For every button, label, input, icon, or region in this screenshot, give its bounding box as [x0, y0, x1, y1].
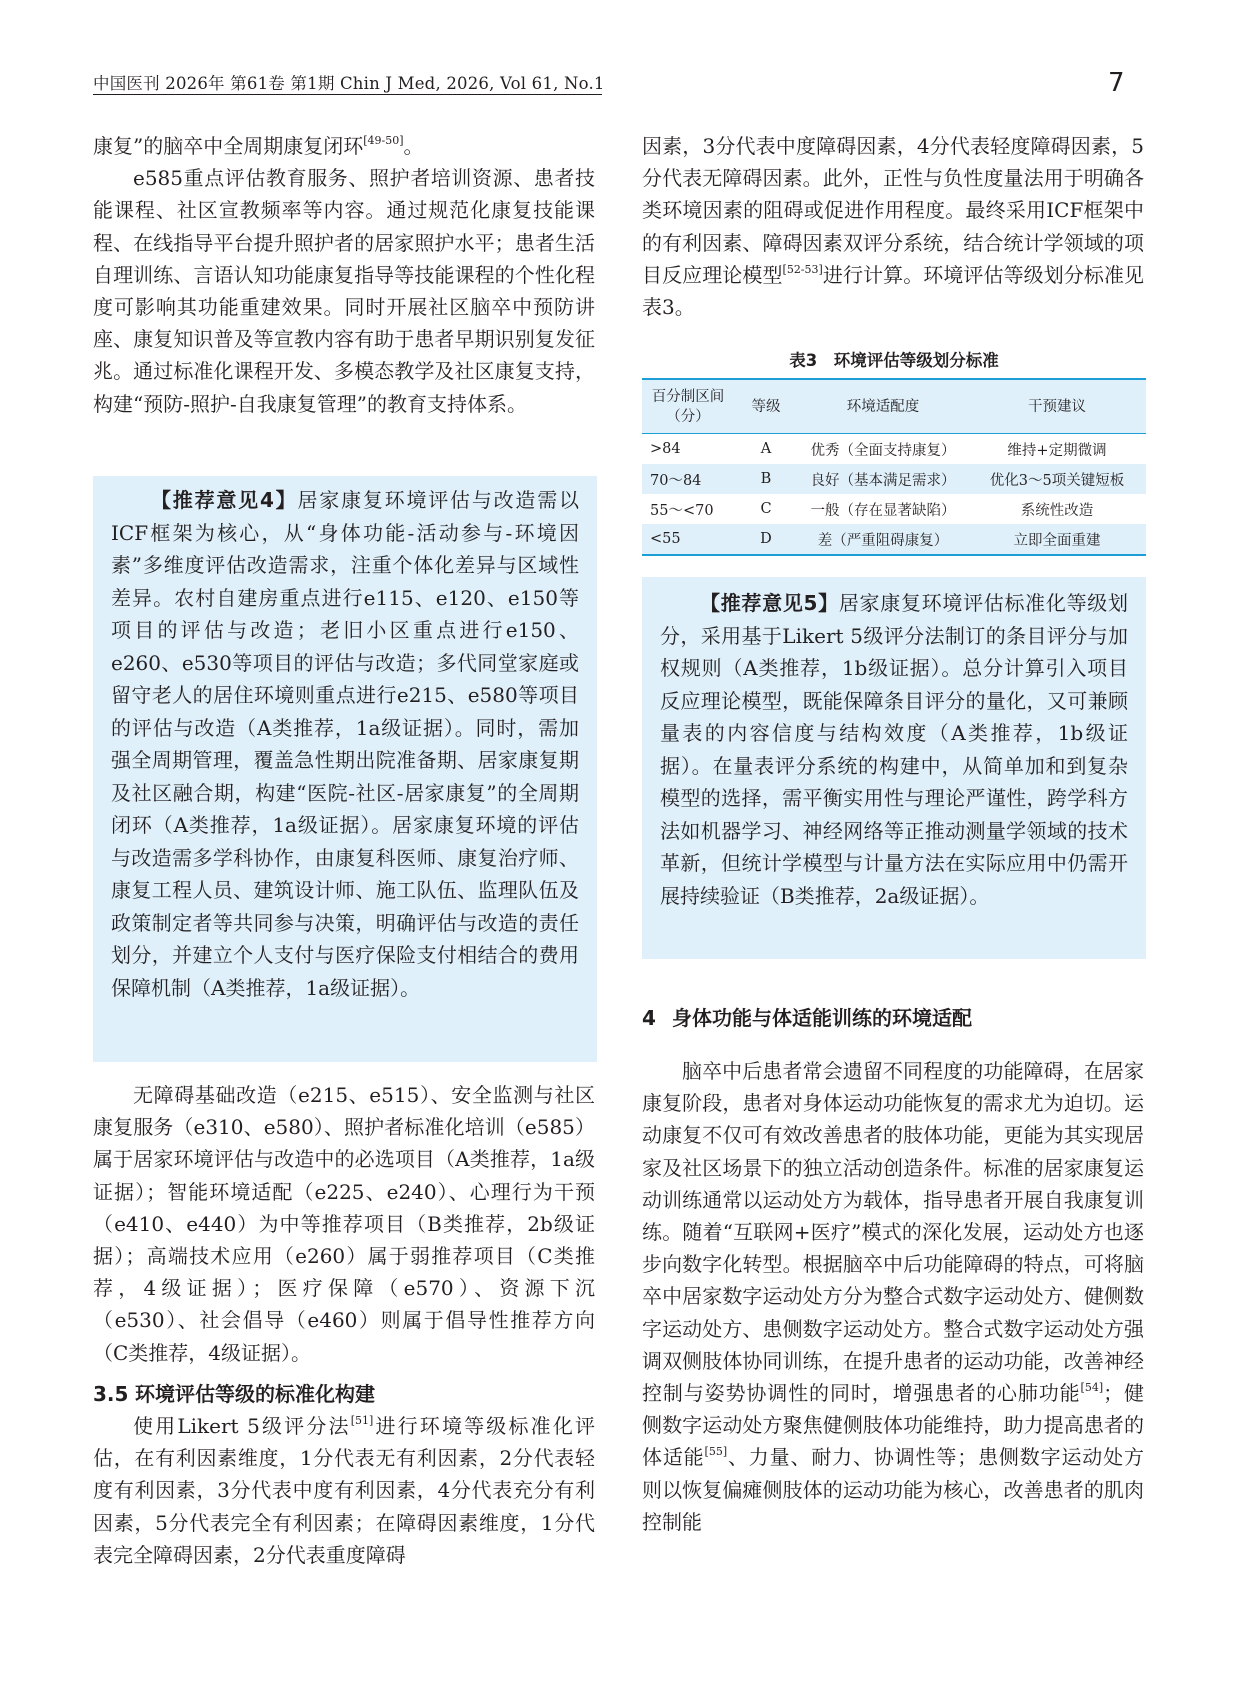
right-column-upper [642, 130, 1144, 323]
table-row [642, 494, 1146, 524]
recommendation-4: 【推荐意见4】居家康复环境评估与改造需以ICF框架为核心，从“身体功能-活动参与-环境因素”多维度评估改造需求，注重个体化差异与区域性差异。农村自建房重点进行e115、e120、e150等项目的评估与改造；老旧小区重点进行e150、e260、e530等项目的评估与改造；多代同堂家庭或留守老人的居住环境则重点进行e215、e580等项目的评估与改造（A类推荐，1a级证据）。同时，需加强全周期管理，覆盖急性期出院准备期、居家康复期及社区融合期，构建“医院-社区-居家康复”的全周期闭环（A类推荐，1a级证据）。居家康复环境的评估与改造需多学科协作，由康复科医师、康复治疗师、康复工程人员、建筑设计师、施工队伍、监理队伍及政策制定者等共同参与决策，明确评估与改造的责任划分，并建立个人支付与医疗保险支付相结合的费用保障机制（A类推荐，1a级证据）。 [111, 488, 580, 1000]
table-cell: 维持+定期微调 [1007, 442, 1107, 459]
recommendation-5-title: 【推荐意见5】 [700, 591, 839, 615]
table-cell: 70～84 [650, 472, 702, 489]
table-header-row [642, 379, 1146, 434]
citation: [54] [1080, 1381, 1104, 1395]
recommendation-5: 【推荐意见5】居家康复环境评估标准化等级划分，采用基于Likert 5级评分法制订的条目评分与加权规则（A类推荐，1b级证据）。总分计算引入项目反应理论模型，既能保障条目评分的量化，又可兼顾量表的内容信度与结构效度（A类推荐，1b级证据）。在量表评分系统的构建中，从简单加和到复杂模型的选择，需平衡实用性与理论严谨性，跨学科方法如机器学习、神经网络等正推动测量学领域的技术革新，但统计学模型与计量方法在实际应用中仍需开展持续验证（B类推荐，2a级证据）。 [660, 591, 1128, 908]
citation: [52-53] [782, 262, 823, 276]
table-cell: >84 [650, 441, 681, 457]
recommendation-4-box [93, 476, 597, 1062]
table-cell: C [760, 501, 772, 517]
header-rule [93, 94, 602, 95]
table-cell: 系统性改造 [1020, 502, 1094, 519]
table-header-cell: 干预建议 [968, 379, 1146, 434]
page-number: 7 [1108, 68, 1125, 98]
left-column-bottom [93, 1410, 595, 1571]
citation: [51] [350, 1414, 374, 1427]
table-cell: 一般（存在显著缺陷） [810, 502, 956, 519]
table-cell: <55 [642, 524, 734, 555]
recommendation-5-box [642, 577, 1146, 959]
table-row [642, 464, 1146, 494]
table-cell: A [760, 441, 772, 457]
right-column-lower [642, 1055, 1144, 1538]
left-column-lower [93, 1079, 595, 1369]
table-cell: D [734, 524, 798, 555]
table-header-cell: 百分制区间（分） [642, 379, 734, 434]
table-3-title: 表3 环境评估等级划分标准 [789, 351, 999, 370]
table-3 [642, 378, 1146, 556]
table-header-cell: 环境适配度 [798, 379, 968, 434]
table-cell: 优秀（全面支持康复） [810, 442, 956, 459]
table-cell: B [760, 471, 772, 487]
running-head: 中国医刊 2026年 第61卷 第1期 Chin J Med, 2026, Vol 61, No.1 [93, 74, 605, 93]
left-column-upper [93, 130, 595, 420]
left-paragraph-1: 康复”的脑卒中全周期康复闭环[49-50]。 [93, 134, 424, 158]
section-4-heading: 4 身体功能与体适能训练的环境适配 [642, 1006, 972, 1030]
table-header-cell: 等级 [734, 379, 798, 434]
section-3-5-heading: 3.5 环境评估等级的标准化构建 [93, 1382, 375, 1406]
table-cell: 优化3～5项关键短板 [989, 472, 1125, 489]
right-paragraph-2: 脑卒中后患者常会遗留不同程度的功能障碍，在居家康复阶段，患者对身体运动功能恢复的需求尤为迫切。运动康复不仅可有效改善患者的肢体功能，更能为其实现居家及社区场景下的独立活动创造条件。标准的居家康复运动训练通常以运动处方为载体，指导患者开展自我康复训练。随着“互联网+医疗”模式的深化发展，运动处方也逐步向数字化转型。根据脑卒中后功能障碍的特点，可将脑卒中居家数字运动处方分为整合式数字运动处方、健侧数字运动处方、患侧数字运动处方。整合式数字运动处方强调双侧肢体协同训练，在提升患者的运动功能，改善神经控制与姿势协调性的同时，增强患者的心肺功能[54]；健侧数字运动处方聚焦健侧肢体功能维持，助力提高患者的体适能[55]、力量、耐力、协调性等；患侧数字运动处方则以恢复偏瘫侧肢体的运动功能为核心，改善患者的肌肉控制能 [642, 1059, 1145, 1534]
table-row [642, 434, 1146, 465]
citation: [49-50] [363, 134, 404, 147]
table-cell: 55～<70 [650, 502, 714, 519]
left-paragraph-3: 无障碍基础改造（e215、e515）、安全监测与社区康复服务（e310、e580）、照护者标准化培训（e585）属于居家环境评估与改造中的必选项目（A类推荐，1a级证据）；智能环境适配（e225、e240）、心理行为干预（e410、e440）为中等推荐项目（B类推荐，2b级证据）；高端技术应用（e260）属于弱推荐项目（C类推荐，4级证据）；医疗保障（e570）、资源下沉（e530）、社会倡导（e460）则属于倡导性推荐方向（C类推荐，4级证据）。 [93, 1083, 595, 1365]
recommendation-4-title: 【推荐意见4】 [151, 488, 298, 512]
right-paragraph-1: 因素，3分代表中度障碍因素，4分代表轻度障碍因素，5分代表无障碍因素。此外，正性与负性度量法用于明确各类环境因素的阻碍或促进作用程度。最终采用ICF框架中的有利因素、障碍因素双评分系统，结合统计学领域的项目反应理论模型[52-53]进行计算。环境评估等级划分标准见表3。 [642, 134, 1145, 320]
left-paragraph-4: 使用Likert 5级评分法[51]进行环境等级标准化评估，在有利因素维度，1分代表无有利因素，2分代表轻度有利因素，3分代表中度有利因素，4分代表充分有利因素，5分代表完全有利因素；在障碍因素维度，1分代表完全障碍因素，2分代表重度障碍 [93, 1414, 595, 1567]
left-paragraph-2: e585重点评估教育服务、照护者培训资源、患者技能课程、社区宣教频率等内容。通过规范化康复技能课程、在线指导平台提升照护者的居家照护水平；患者生活自理训练、言语认知功能康复指导等技能课程的个性化程度可影响其功能重建效果。同时开展社区脑卒中预防讲座、康复知识普及等宣教内容有助于患者早期识别复发征兆。通过标准化课程开发、多模态教学及社区康复支持，构建“预防-照护-自我康复管理”的教育支持体系。 [93, 166, 595, 416]
table-cell: 良好（基本满足需求） [810, 472, 956, 489]
table-row [642, 524, 1146, 555]
table-cell: 立即全面重建 [968, 524, 1146, 555]
table-cell: 差（严重阻碍康复） [798, 524, 968, 555]
citation: [55] [704, 1445, 728, 1459]
